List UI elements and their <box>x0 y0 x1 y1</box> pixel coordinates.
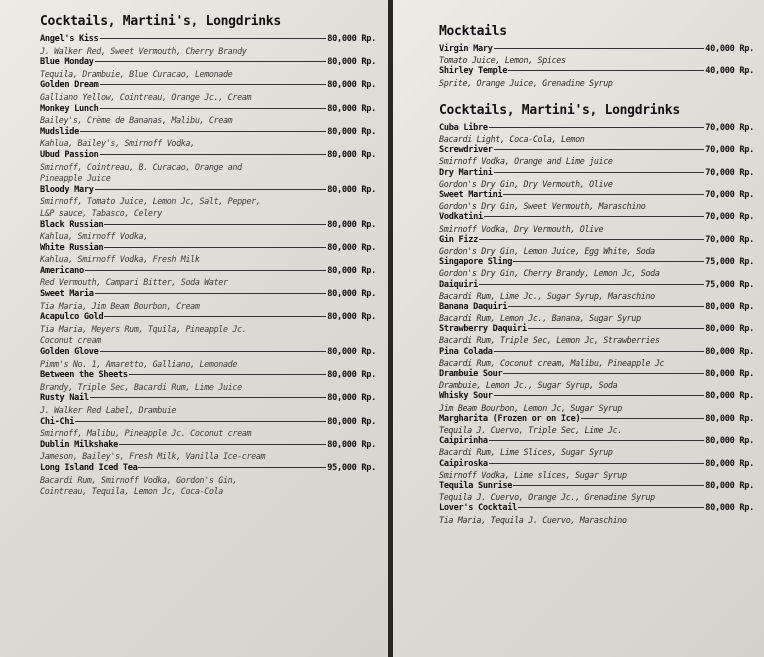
menu-item-price: 80,000 Rp. <box>705 391 754 402</box>
menu-item-ingredients: Gordon's Dry Gin, Dry Vermouth, Olive <box>439 178 613 189</box>
menu-item-ingredients: Bacardi Rum, Lime Slices, Sugar Syrup <box>439 447 613 458</box>
menu-item <box>439 347 754 358</box>
menu-item <box>439 145 754 156</box>
menu-item-ingredients: Coconut cream <box>40 335 101 346</box>
menu-item <box>40 440 376 452</box>
menu-item <box>40 185 376 197</box>
section-title-cocktails: Cocktails, Martini's, Longdrinks <box>40 14 281 29</box>
menu-item-price: 80,000 Rp. <box>705 413 754 424</box>
menu-item-price: 80,000 Rp. <box>327 126 376 137</box>
menu-item <box>40 289 376 301</box>
menu-item-name: Singapore Sling <box>439 257 513 268</box>
menu-item <box>439 459 754 470</box>
price-leader-line <box>95 61 327 62</box>
menu-item-name: Dublin Milkshake <box>40 439 118 450</box>
menu-item-name: Blue Monday <box>40 57 94 68</box>
menu-item <box>40 127 376 139</box>
menu-item-ingredients: Kahlua, Smirnoff Vodka, <box>40 231 148 242</box>
menu-item-ingredients: Pineapple Juice <box>40 173 111 184</box>
price-leader-line <box>489 463 705 464</box>
menu-item-ingredients: Tequila J. Cuervo, Orange Jc., Grenadine Syrup <box>439 492 655 503</box>
menu-item <box>439 44 754 55</box>
menu-item-price: 80,000 Rp. <box>327 242 376 253</box>
menu-item-price: 80,000 Rp. <box>327 312 376 323</box>
menu-item-price: 80,000 Rp. <box>327 347 376 358</box>
menu-item-name: Margharita (Frozen or on Ice) <box>439 413 581 424</box>
menu-item-name: Drambuie Sour <box>439 369 503 380</box>
menu-item-name: Cuba Libre <box>439 122 488 133</box>
menu-item-ingredients: Bailey's, Crème de Bananas, Malibu, Cream <box>40 115 233 126</box>
price-leader-line <box>508 306 704 307</box>
menu-item-name: Monkey Lunch <box>40 103 99 114</box>
menu-item-price: 80,000 Rp. <box>327 57 376 68</box>
menu-item-name: Strawberry Daquiri <box>439 324 527 335</box>
menu-item <box>439 369 754 380</box>
menu-item-name: Chi-Chi <box>40 416 75 427</box>
menu-item-name: Gin Fizz <box>439 234 478 245</box>
menu-item-name: Bloody Mary <box>40 184 94 195</box>
price-leader-line <box>513 485 704 486</box>
menu-page-right <box>393 0 764 657</box>
menu-item-price: 80,000 Rp. <box>705 458 754 469</box>
price-leader-line <box>503 373 704 374</box>
menu-item-ingredients: Kahlua, Smirnoff Vodka, Fresh Milk <box>40 254 200 265</box>
menu-item-price: 80,000 Rp. <box>327 219 376 230</box>
section-title-mocktails: Mocktails <box>439 24 507 39</box>
menu-item-name: Whisky Sour <box>439 391 493 402</box>
menu-item-price: 80,000 Rp. <box>327 265 376 276</box>
menu-item-ingredients: Kahlua, Bailey's, Smirnoff Vodka, <box>40 138 195 149</box>
menu-item-ingredients: Smirnoff Vodka, Lime slices, Sugar Syrup <box>439 469 627 480</box>
menu-item-price: 80,000 Rp. <box>327 184 376 195</box>
price-leader-line <box>494 395 705 396</box>
menu-item-price: 80,000 Rp. <box>327 149 376 160</box>
menu-item-ingredients: Smirnoff Vodka, Dry Vermouth, Olive <box>439 223 604 234</box>
menu-item-price: 70,000 Rp. <box>705 212 754 223</box>
menu-item-price: 80,000 Rp. <box>327 393 376 404</box>
menu-item-name: Mudslide <box>40 126 79 137</box>
menu-item-price: 80,000 Rp. <box>327 416 376 427</box>
menu-item-price: 75,000 Rp. <box>705 279 754 290</box>
menu-item-name: Caipiroska <box>439 458 488 469</box>
price-leader-line <box>100 351 327 352</box>
menu-item-price: 80,000 Rp. <box>327 34 376 44</box>
menu-item <box>439 190 754 201</box>
menu-item-ingredients: Red Vermouth, Campari Bitter, Soda Water <box>40 277 228 288</box>
menu-item-price: 95,000 Rp. <box>327 462 376 473</box>
price-leader-line <box>494 351 705 352</box>
section-title-cocktails-right: Cocktails, Martini's, Longdrinks <box>439 102 680 118</box>
menu-item-name: Screwdriver <box>439 145 493 156</box>
menu-item <box>439 235 754 246</box>
price-leader-line <box>104 247 326 248</box>
menu-item-price: 80,000 Rp. <box>327 289 376 300</box>
price-leader-line <box>518 507 704 508</box>
menu-item-price: 80,000 Rp. <box>705 346 754 357</box>
menu-item-ingredients: Smirnoff, Tomato Juice, Lemon Jc, Salt, Pepper, <box>40 196 261 207</box>
menu-item-name: Dry Martini <box>439 167 493 178</box>
menu-item-name: Banana Daquiri <box>439 301 508 312</box>
price-leader-line <box>503 194 704 195</box>
menu-item <box>40 57 376 69</box>
menu-item-ingredients: Drambuie, Lemon Jc., Sugar Syrup, Soda <box>439 380 618 391</box>
menu-item-price: 70,000 Rp. <box>705 189 754 200</box>
price-leader-line <box>95 293 327 294</box>
menu-item-name: Golden Glove <box>40 347 99 358</box>
menu-item-name: Acapulco Gold <box>40 312 104 323</box>
menu-item <box>439 302 754 313</box>
menu-item-price: 80,000 Rp. <box>705 301 754 312</box>
price-leader-line <box>100 154 327 155</box>
menu-item <box>40 80 376 92</box>
price-leader-line <box>479 284 704 285</box>
menu-item-ingredients: Tia Maria, Meyers Rum, Tquila, Pineapple Jc. <box>40 323 247 334</box>
price-leader-line <box>119 444 326 445</box>
price-leader-line <box>85 270 326 271</box>
menu-item <box>40 266 376 278</box>
menu-item-ingredients: Sprite, Orange Juice, Grenadine Syrup <box>439 77 613 88</box>
menu-item <box>439 391 754 402</box>
menu-item-name: Black Russian <box>40 219 104 230</box>
menu-item-ingredients: Gordon's Dry Gin, Cherry Brandy, Lemon Jc, Soda <box>439 268 660 279</box>
menu-item-ingredients: Galliano Yellow, Cointreau, Orange Jc., Cream <box>40 91 252 102</box>
menu-item-ingredients: Jameson, Bailey's, Fresh Milk, Vanilla Ice-cream <box>40 451 266 462</box>
menu-item-ingredients: Gordon's Dry Gin, Lemon Juice, Egg White, Soda <box>439 245 655 256</box>
menu-item-name: Golden Dream <box>40 80 99 91</box>
menu-item <box>40 393 376 405</box>
menu-item-ingredients: Bacardi Rum, Triple Sec, Lemon Jc, Strawberries <box>439 335 660 346</box>
menu-item <box>439 123 754 134</box>
menu-item <box>439 324 754 335</box>
menu-item-name: Vodkatini <box>439 212 483 223</box>
menu-item <box>439 280 754 291</box>
section-spacer <box>439 89 754 103</box>
menu-item-ingredients: Tequila J. Cuervo, Triple Sec, Lime Jc. <box>439 425 622 436</box>
price-leader-line <box>494 172 705 173</box>
menu-item <box>40 417 376 429</box>
menu-item-ingredients: Bacardi Rum, Lemon Jc., Banana, Sugar Syrup <box>439 313 641 324</box>
menu-item <box>40 370 376 382</box>
price-leader-line <box>138 467 326 468</box>
price-leader-line <box>494 48 705 49</box>
menu-item <box>439 503 754 514</box>
menu-item-ingredients: Tia Maria, Jim Beam Bourbon, Cream <box>40 300 200 311</box>
price-leader-line <box>104 316 326 317</box>
menu-item-price: 80,000 Rp. <box>705 481 754 492</box>
menu-item <box>439 481 754 492</box>
menu-item <box>40 220 376 232</box>
menu-item-name: Between the Sheets <box>40 370 128 381</box>
price-leader-line <box>581 418 704 419</box>
menu-item-price: 80,000 Rp. <box>327 103 376 114</box>
menu-item-ingredients: Gordon's Dry Gin, Sweet Vermouth, Maraschino <box>439 201 646 212</box>
menu-item-ingredients: Bacardi Light, Coca-Cola, Lemon <box>439 133 585 144</box>
menu-item-ingredients: Tequila, Drambuie, Blue Curacao, Lemonade <box>40 68 233 79</box>
price-leader-line <box>129 374 327 375</box>
price-leader-line <box>479 239 704 240</box>
menu-item-name: Caipirinha <box>439 436 488 447</box>
menu-item <box>439 212 754 223</box>
menu-item-ingredients: Jim Beam Bourbon, Lemon Jc, Sugar Syrup <box>439 402 622 413</box>
menu-item-price: 80,000 Rp. <box>705 503 754 514</box>
menu-item-name: Shirley Temple <box>439 66 508 77</box>
menu-item-ingredients: J. Walker Red Label, Drambuie <box>40 405 177 415</box>
price-leader-line <box>528 328 705 329</box>
menu-item <box>439 66 754 77</box>
price-leader-line <box>513 261 704 262</box>
menu-item-price: 70,000 Rp. <box>705 167 754 178</box>
menu-item-ingredients: Bacardi Rum, Smirnoff Vodka, Gordon's Gin, <box>40 474 238 485</box>
price-leader-line <box>489 440 705 441</box>
menu-item <box>40 347 376 359</box>
menu-item-ingredients: Smirnoff Vodka, Orange and Lime juice <box>439 156 613 167</box>
menu-item-price: 70,000 Rp. <box>705 234 754 245</box>
price-leader-line <box>75 421 326 422</box>
menu-item <box>40 312 376 324</box>
price-leader-line <box>100 38 327 39</box>
menu-item <box>40 463 376 475</box>
menu-list-cocktails-right <box>439 123 754 526</box>
menu-item-name: Sweet Maria <box>40 289 94 300</box>
menu-item-ingredients: Tia Maria, Tequila J. Cuervo, Maraschino <box>439 514 627 525</box>
menu-item-ingredients: Smirnoff, Cointreau, B. Curacao, Orange and <box>40 161 242 172</box>
price-leader-line <box>484 216 704 217</box>
menu-item-price: 80,000 Rp. <box>327 439 376 450</box>
menu-item-ingredients: Smirnoff, Malibu, Pineapple Jc. Coconut cream <box>40 428 252 439</box>
menu-item <box>439 257 754 268</box>
menu-item-ingredients: L&P sauce, Tabasco, Celery <box>40 207 162 218</box>
menu-item-price: 40,000 Rp. <box>705 66 754 77</box>
menu-item-name: Sweet Martini <box>439 189 503 200</box>
menu-item-name: Americano <box>40 265 84 276</box>
menu-item-name: Angel's Kiss <box>40 34 99 44</box>
menu-item-price: 75,000 Rp. <box>705 257 754 268</box>
menu-item <box>439 436 754 447</box>
menu-item <box>40 104 376 116</box>
menu-item-price: 80,000 Rp. <box>705 369 754 380</box>
menu-item-price: 80,000 Rp. <box>705 436 754 447</box>
price-leader-line <box>100 108 327 109</box>
menu-item <box>40 150 376 162</box>
menu-item-ingredients: Tomato Juice, Lemon, Spices <box>439 55 566 66</box>
menu-item-price: 80,000 Rp. <box>705 324 754 335</box>
price-leader-line <box>494 149 705 150</box>
menu-item <box>439 168 754 179</box>
menu-item-name: Ubud Passion <box>40 149 99 160</box>
menu-item-name: Lover's Cocktail <box>439 503 517 514</box>
menu-item-name: Daiquiri <box>439 279 478 290</box>
price-leader-line <box>100 84 327 85</box>
menu-item-price: 40,000 Rp. <box>705 44 754 54</box>
menu-item-name: Virgin Mary <box>439 44 493 54</box>
menu-item-ingredients: Bacardi Rum, Lime Jc., Sugar Syrup, Maraschino <box>439 290 655 301</box>
menu-item-ingredients: J. Walker Red, Sweet Vermouth, Cherry Brandy <box>40 45 247 56</box>
menu-item <box>40 34 376 46</box>
menu-item-ingredients: Bacardi Rum, Coconut cream, Malibu, Pineapple Jc <box>439 357 665 368</box>
menu-item-price: 80,000 Rp. <box>327 80 376 91</box>
menu-item-name: Long Island Iced Tea <box>40 462 138 473</box>
menu-item <box>439 414 754 425</box>
menu-item-name: White Russian <box>40 242 104 253</box>
price-leader-line <box>95 189 327 190</box>
price-leader-line <box>104 224 326 225</box>
menu-item-ingredients: Pimm's No. 1, Amaretto, Galliano, Lemonade <box>40 358 238 369</box>
menu-item-name: Tequila Sunrise <box>439 481 513 492</box>
menu-item-ingredients: Brandy, Triple Sec, Bacardi Rum, Lime Juice <box>40 381 242 392</box>
price-leader-line <box>489 127 705 128</box>
menu-item-ingredients: Cointreau, Tequila, Lemon Jc, Coca-Cola <box>40 486 223 497</box>
price-leader-line <box>508 70 704 71</box>
menu-list-mocktails <box>439 44 754 89</box>
price-leader-line <box>90 397 327 398</box>
menu-item-name: Pina Colada <box>439 346 493 357</box>
menu-item-price: 70,000 Rp. <box>705 145 754 156</box>
menu-item <box>40 243 376 255</box>
menu-item-price: 70,000 Rp. <box>705 122 754 133</box>
menu-item-price: 80,000 Rp. <box>327 370 376 381</box>
menu-item-name: Rusty Nail <box>40 393 89 404</box>
menu-list-left <box>40 34 376 498</box>
price-leader-line <box>80 131 326 132</box>
